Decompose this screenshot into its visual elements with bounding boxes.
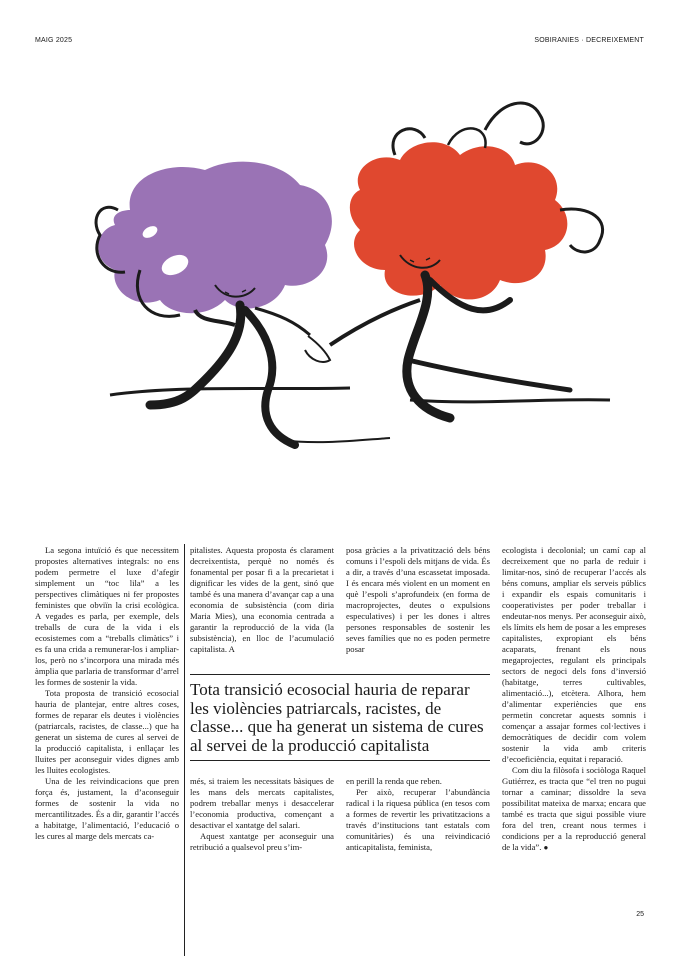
paragraph: ecologista i decolonial; un camí cap al decreixement que no parla de reduir i limitar-nos, sinó de recuperar l’accés als béns comuns, ampliar els serveis públics i expandir els espais comunitaris i cooperativistes per poder treballar i endeutar-nos menys. Per aconseguir això, els límits els hem de posar a les empreses capitalistes, expropiant els béns acaparats, frenant els nous megaprojectes, regulant els principals sectors de negoci dels fons d’inversió (habitatge, terres cultivables, alimentació...), etcètera. Alhora, hem d’alimentar experiències que ens permetin concretar aquests somnis i començar a assajar formes col·lectives i democràtiques de decidir com volem sostenir la vida amb criteris d’ecoeficiència, equitat i reparació. [502,545,646,764]
paragraph: més, si traiem les necessitats bàsiques de les mans dels mercats capitalistes, podrem treballar menys i desaccelerar l’economia productiva, començant a desactivar el xantatge del salari. [190,776,334,830]
header-date: MAIG 2025 [35,37,73,44]
paragraph: Tota proposta de transició ecosocial hauria de plantejar, entre altres coses, formes de reparar els deutes i violències (patriarcals, racistes, de classe...) que ha generat un sistema de cures al servei de la producció capitalista, i enllaçar les lluites per aconseguir vides dignes amb les lluites ecologistes. [35,688,179,775]
paragraph: La segona intuïció és que necessitem propostes alternatives integrals: no ens podem permetre el luxe d’afegir simplement un “toc lila” a les perspectives climàtiques ni fer propostes feministes que obviïn la crisi ecològica. A vegades es parla, per exemple, dels treballs de cura de la vida i els ecosistemes com a “treballs climàtics” i es fa una crida a remunerar-los i ampliar-los, però no s’incorpora una mirada més àmplia que parlaria de transformar d’arrel les formes de sostenir la vida. [35,545,179,687]
text-column-3-bottom [346,776,490,853]
end-mark-icon: ● [543,843,549,852]
two-figures-holding-hands-illustration [30,60,650,530]
paragraph [502,765,646,853]
paragraph: Una de les reivindicacions que pren força és, justament, la d’aconseguir formes de sostenir la vida no mercantilitzades. És a dir, garantir l’accés a habitatge, l’alimentació, l’educació o les cures al marge dels mercats ca- [35,776,179,841]
paragraph: Per això, recuperar l’abundància radical i la riquesa pública (en tesos com a formes de revertir les privatitzacions a través d’institucions tant estatals com comunitàries) és una reivindicació anticapitalista, feminista, [346,787,490,852]
paragraph: Aquest xantatge per aconseguir una retribució a qualsevol preu s’im- [190,831,334,852]
text-column-3-top [346,545,490,655]
text-column-1 [35,545,179,842]
paragraph: pitalistes. Aquesta proposta és clarament decreixentista, perquè no només és fonamental per posar fi a la precarietat i dignificar les vides de la gent, sinó que també és una manera d’avançar cap a una economia de subsistència (com diria Maria Mies), una economia centrada a garantir la reproducció de la vida (la subsistència), en lloc de l’acumulació capitalista. A [190,545,334,654]
text-column-4 [502,545,646,853]
purple-cloud-head [98,162,332,314]
page-number: 25 [636,911,644,918]
pull-quote: Tota transició ecosocial hauria de reparar les violències patriarcals, racistes, de classe... que ha generat un sistema de cures al servei de la producció capitalista [190,674,490,761]
column-rule [184,544,185,956]
paragraph: posa gràcies a la privatització dels béns comuns i l’espoli dels mitjans de vida. És a dir, a través d’una escassetat imposada. I és encara més violent en un moment en què l’espoli s’aprofundeix (en forma de macroprojectes, deutes o expulsions especulatives) i per les dones i altres persones responsables de sostenir les seves famílies que no es poden permetre posar [346,545,490,654]
header-section: SOBIRANIES · DECREIXEMENT [534,37,644,44]
text-column-2-bottom [190,776,334,853]
paragraph-text: Com diu la filòsofa i sociòloga Raquel Gutiérrez, es tracta que “el tren no pugui tornar a caminar; dissoldre la seva possibilitat mateixa de marxa; encara que també es tracta que sigui possible viure fora del tren, creant nous termes i condicions per a la reproducció general de la vida”. [502,765,646,852]
paragraph: en perill la renda que reben. [346,776,442,786]
text-column-2-top [190,545,334,655]
red-cloud-head [350,142,567,299]
